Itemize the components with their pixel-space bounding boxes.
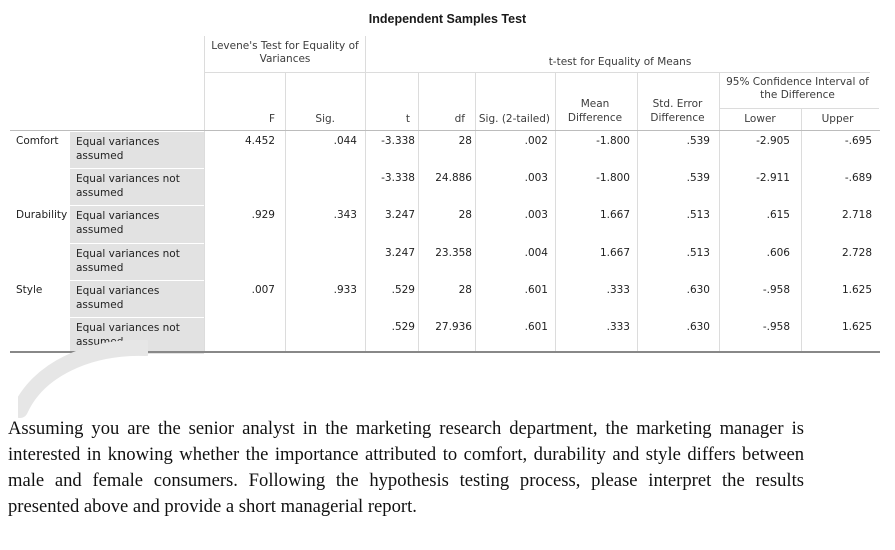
- cell-df: 28: [458, 283, 472, 296]
- question-paragraph: Assuming you are the senior analyst in the marketing research department, the marketing manager is interested in knowing whether the importance attributed to comfort, durability and style differs between male and female consumers. Following the hypothesis testing process, please interpret the results presented above and provide a short managerial report.: [8, 418, 804, 517]
- cell-lower: -2.911: [756, 172, 790, 185]
- cell-t: -3.338: [381, 135, 415, 147]
- cell-sig2: .003: [524, 172, 548, 185]
- row-label: Equal variances assumed: [76, 136, 160, 162]
- cell-t: .529: [391, 283, 415, 296]
- cell-upper: 1.625: [841, 283, 872, 296]
- cell-f: .007: [251, 283, 275, 296]
- cell-lower: .615: [766, 209, 790, 222]
- cell-mean_diff: .333: [606, 321, 630, 333]
- ci-header: 95% Confidence Interval of the Difference: [726, 76, 869, 101]
- cell-mean_diff: -1.800: [596, 135, 630, 147]
- cell-t: 3.247: [384, 246, 415, 259]
- cell-lower: -.958: [762, 321, 790, 333]
- cell-sig2: .004: [524, 246, 548, 259]
- cell-sig: .343: [333, 209, 357, 222]
- cell-sig: .933: [333, 283, 357, 296]
- cell-sig2: .601: [524, 321, 548, 333]
- cell-sig2: .601: [524, 283, 548, 296]
- cell-mean_diff: 1.667: [599, 209, 630, 222]
- cell-sig2: .002: [524, 135, 548, 147]
- group-label: Durability: [16, 209, 68, 222]
- row-label: Equal variances not assumed: [76, 322, 180, 348]
- cell-mean_diff: -1.800: [596, 172, 630, 185]
- cell-upper: -.695: [844, 135, 872, 147]
- cell-t: 3.247: [384, 209, 415, 222]
- row-label: Equal variances not assumed: [76, 173, 180, 200]
- cell-se_diff: .539: [686, 172, 710, 185]
- cell-mean_diff: .333: [606, 283, 630, 296]
- col-se-diff: Std. Error Difference: [650, 98, 705, 124]
- cell-df: 24.886: [435, 172, 472, 185]
- cell-se_diff: .513: [686, 209, 710, 222]
- table-title: Independent Samples Test: [368, 12, 527, 26]
- col-f: F: [268, 113, 275, 125]
- cell-se_diff: .630: [686, 283, 710, 296]
- cell-lower: -.958: [762, 283, 790, 296]
- col-sig: Sig.: [315, 113, 335, 125]
- cell-df: 28: [458, 135, 472, 147]
- cell-se_diff: .513: [686, 246, 710, 259]
- cell-upper: 2.718: [841, 209, 872, 222]
- row-label: Equal variances not assumed: [76, 247, 180, 274]
- cell-sig2: .003: [524, 209, 548, 222]
- cell-se_diff: .539: [686, 135, 710, 147]
- cell-f: .929: [251, 209, 275, 222]
- col-t: t: [405, 113, 410, 125]
- ttest-header: t-test for Equality of Means: [548, 56, 692, 68]
- watermark-arc: [18, 340, 148, 420]
- cell-t: .529: [391, 321, 415, 333]
- cell-upper: 2.728: [841, 246, 872, 259]
- cell-upper: 1.625: [841, 321, 872, 333]
- cell-lower: .606: [766, 246, 790, 259]
- col-mean-diff: Mean Difference: [567, 98, 623, 124]
- cell-df: 23.358: [435, 246, 472, 259]
- cell-mean_diff: 1.667: [599, 246, 630, 259]
- col-upper: Upper: [821, 113, 854, 125]
- group-label: Comfort: [16, 135, 59, 147]
- cell-lower: -2.905: [756, 135, 790, 147]
- row-label: Equal variances assumed: [76, 284, 160, 311]
- col-lower: Lower: [744, 113, 776, 125]
- group-label: Style: [16, 283, 43, 296]
- col-sig-2tailed: Sig. (2-tailed): [478, 113, 550, 125]
- cell-f: 4.452: [244, 135, 275, 147]
- cell-df: 28: [458, 209, 472, 222]
- cell-df: 27.936: [435, 321, 472, 333]
- cell-se_diff: .630: [686, 321, 710, 333]
- col-df: df: [454, 113, 465, 125]
- cell-t: -3.338: [381, 172, 415, 185]
- cell-upper: -.689: [844, 172, 872, 185]
- levene-header: Levene's Test for Equality of Variances: [211, 40, 359, 65]
- row-label: Equal variances assumed: [76, 210, 160, 237]
- cell-sig: .044: [333, 135, 357, 147]
